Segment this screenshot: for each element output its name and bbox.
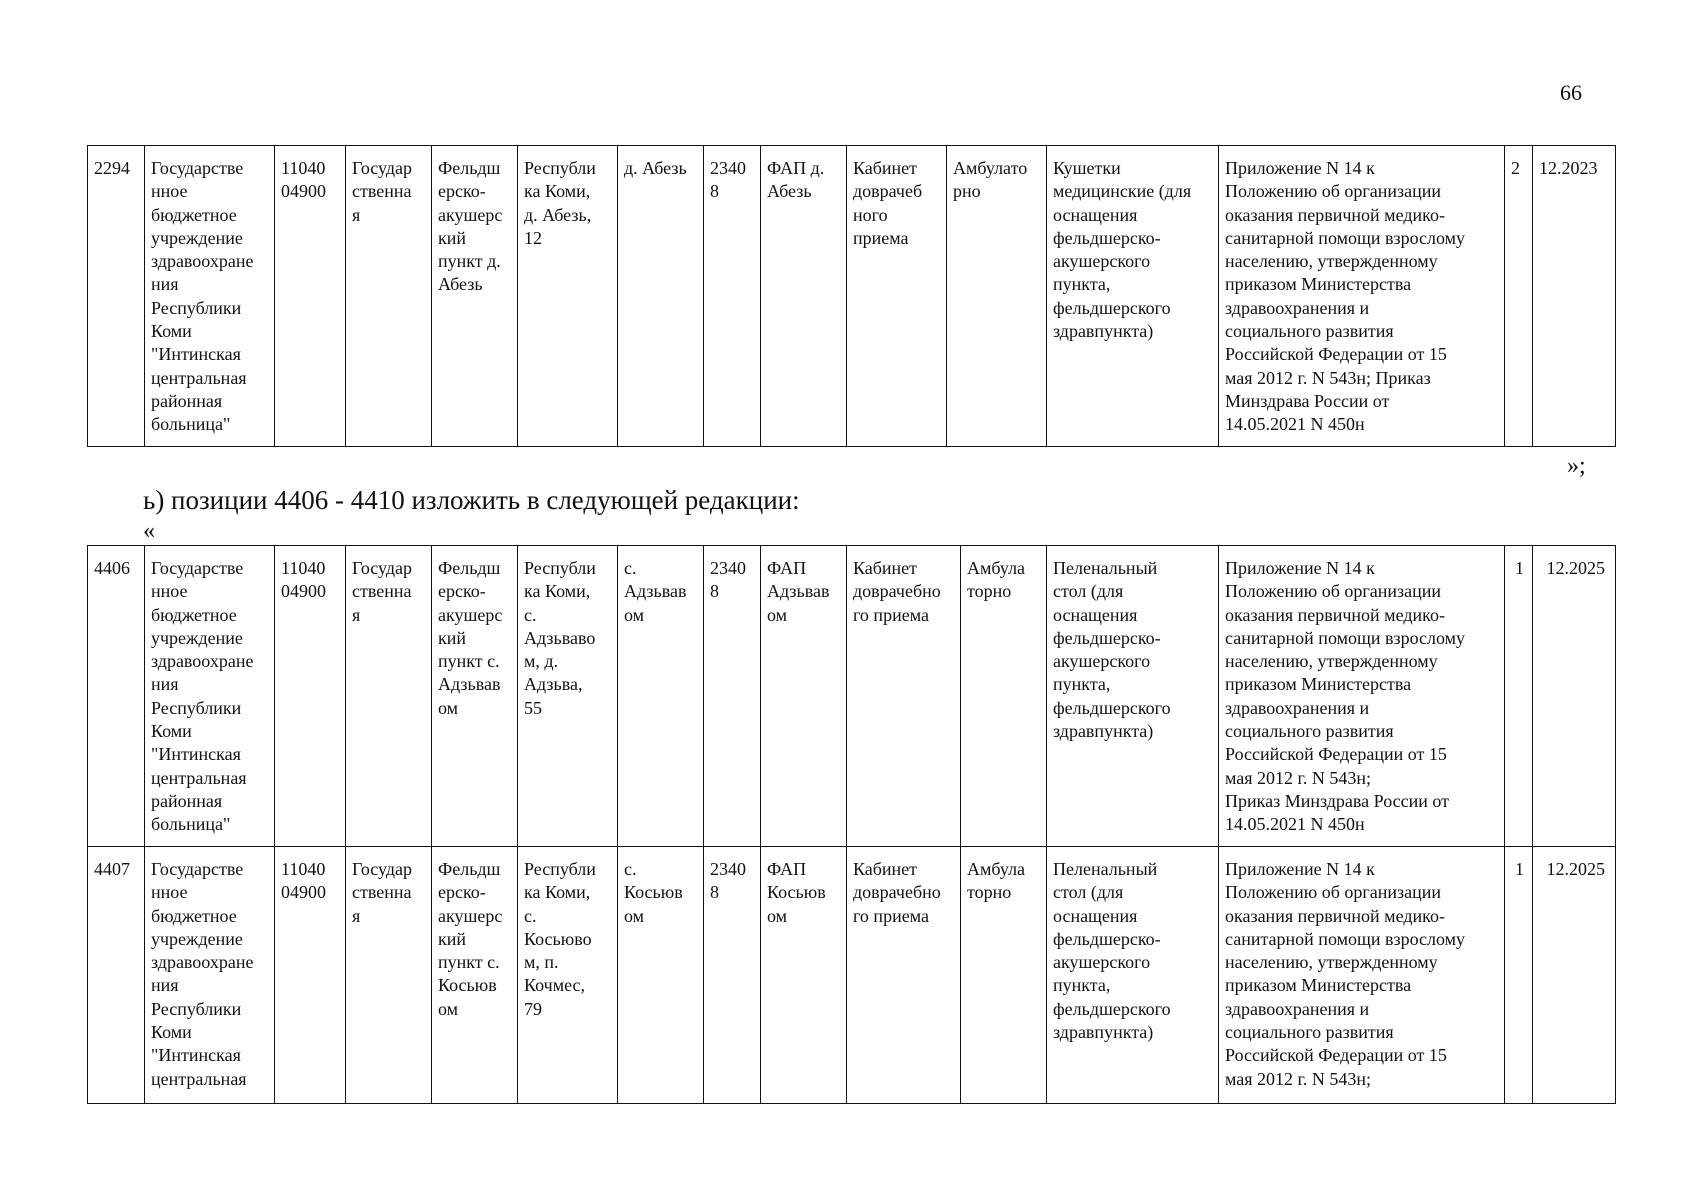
cell-short-name: ФАП д. Абезь <box>761 146 847 447</box>
cell-care-type: Амбулато рно <box>947 146 1047 447</box>
cell-ownership: Государ ственна я <box>346 146 432 447</box>
cell-date: 12.2023 <box>1533 146 1616 447</box>
cell-basis: Приложение N 14 к Положению об организации оказания первичной медико- санитарной помощи взрослому населению, утвержденному приказом Министерства здравоохранения и социального развития Российской Федерации от 15 мая 2012 г. N 543н; <box>1219 847 1505 1104</box>
cell-short-name: ФАП Косьюв ом <box>761 847 847 1104</box>
cell-org: Государстве нное бюджетное учреждение здравоохране ния Республики Коми "Интинская центральная районная больница" <box>145 146 275 447</box>
cell-address: Республи ка Коми, с. Косьюво м, п. Кочмес, 79 <box>518 847 618 1104</box>
cell-unit: Фельдш ерско- акушерс кий пункт д. Абезь <box>432 146 518 447</box>
cell-date: 12.2025 <box>1533 546 1616 847</box>
cell-basis: Приложение N 14 к Положению об организации оказания первичной медико- санитарной помощи взрослому населению, утвержденному приказом Министерства здравоохранения и социального развития Российской Федерации от 15 мая 2012 г. N 543н; Приказ Минздрава России от 14.05.2021 N 450н <box>1219 146 1505 447</box>
cell-code2: 2340 8 <box>704 847 761 1104</box>
cell-basis: Приложение N 14 к Положению об организации оказания первичной медико- санитарной помощи взрослому населению, утвержденному приказом Министерства здравоохранения и социального развития Российской Федерации от 15 мая 2012 г. N 543н; Приказ Минздрава России от 14.05.2021 N 450н <box>1219 546 1505 847</box>
cell-date: 12.2025 <box>1533 847 1616 1104</box>
table-row <box>88 546 1616 847</box>
cell-qty: 2 <box>1505 146 1533 447</box>
cell-code2: 2340 8 <box>704 546 761 847</box>
amendment-instruction: ь) позиции 4406 - 4410 изложить в следующей редакции: <box>143 485 800 515</box>
cell-unit: Фельдш ерско- акушерс кий пункт с. Косьюв ом <box>432 847 518 1104</box>
table-row <box>88 847 1616 1104</box>
cell-care-type: Амбула торно <box>961 847 1047 1104</box>
table-row <box>88 146 1616 447</box>
cell-room: Кабинет доврачеб ного приема <box>847 146 947 447</box>
cell-qty: 1 <box>1505 847 1533 1104</box>
cell-ownership: Государ ственна я <box>346 847 432 1104</box>
equipment-table-amended <box>87 545 1616 1104</box>
cell-unit: Фельдш ерско- акушерс кий пункт с. Адзьвав ом <box>432 546 518 847</box>
cell-num: 4406 <box>88 546 145 847</box>
equipment-table-previous <box>87 145 1616 447</box>
opening-quote: « <box>143 518 155 544</box>
cell-org: Государстве нное бюджетное учреждение здравоохране ния Республики Коми "Интинская центральная <box>145 847 275 1104</box>
cell-equipment: Пеленальный стол (для оснащения фельдшерско- акушерского пункта, фельдшерского здравпункта) <box>1047 847 1219 1104</box>
closing-quote: »; <box>1567 453 1586 479</box>
cell-num: 2294 <box>88 146 145 447</box>
cell-num: 4407 <box>88 847 145 1104</box>
cell-address: Республи ка Коми, д. Абезь, 12 <box>518 146 618 447</box>
cell-room: Кабинет доврачебно го приема <box>847 546 961 847</box>
cell-settlement: с. Косьюв ом <box>618 847 704 1104</box>
cell-short-name: ФАП Адзьвав ом <box>761 546 847 847</box>
page-number: 66 <box>1560 80 1582 105</box>
cell-care-type: Амбула торно <box>961 546 1047 847</box>
cell-address: Республи ка Коми, с. Адзьваво м, д. Адзьва, 55 <box>518 546 618 847</box>
cell-equipment: Пеленальный стол (для оснащения фельдшерско- акушерского пункта, фельдшерского здравпункта) <box>1047 546 1219 847</box>
cell-qty: 1 <box>1505 546 1533 847</box>
cell-settlement: с. Адзьвав ом <box>618 546 704 847</box>
cell-code: 11040 04900 <box>275 847 346 1104</box>
cell-code2: 2340 8 <box>704 146 761 447</box>
cell-settlement: д. Абезь <box>618 146 704 447</box>
cell-code: 11040 04900 <box>275 146 346 447</box>
cell-org: Государстве нное бюджетное учреждение здравоохране ния Республики Коми "Интинская центральная районная больница" <box>145 546 275 847</box>
cell-equipment: Кушетки медицинские (для оснащения фельдшерско- акушерского пункта, фельдшерского здравпункта) <box>1047 146 1219 447</box>
cell-code: 11040 04900 <box>275 546 346 847</box>
cell-ownership: Государ ственна я <box>346 546 432 847</box>
cell-room: Кабинет доврачебно го приема <box>847 847 961 1104</box>
